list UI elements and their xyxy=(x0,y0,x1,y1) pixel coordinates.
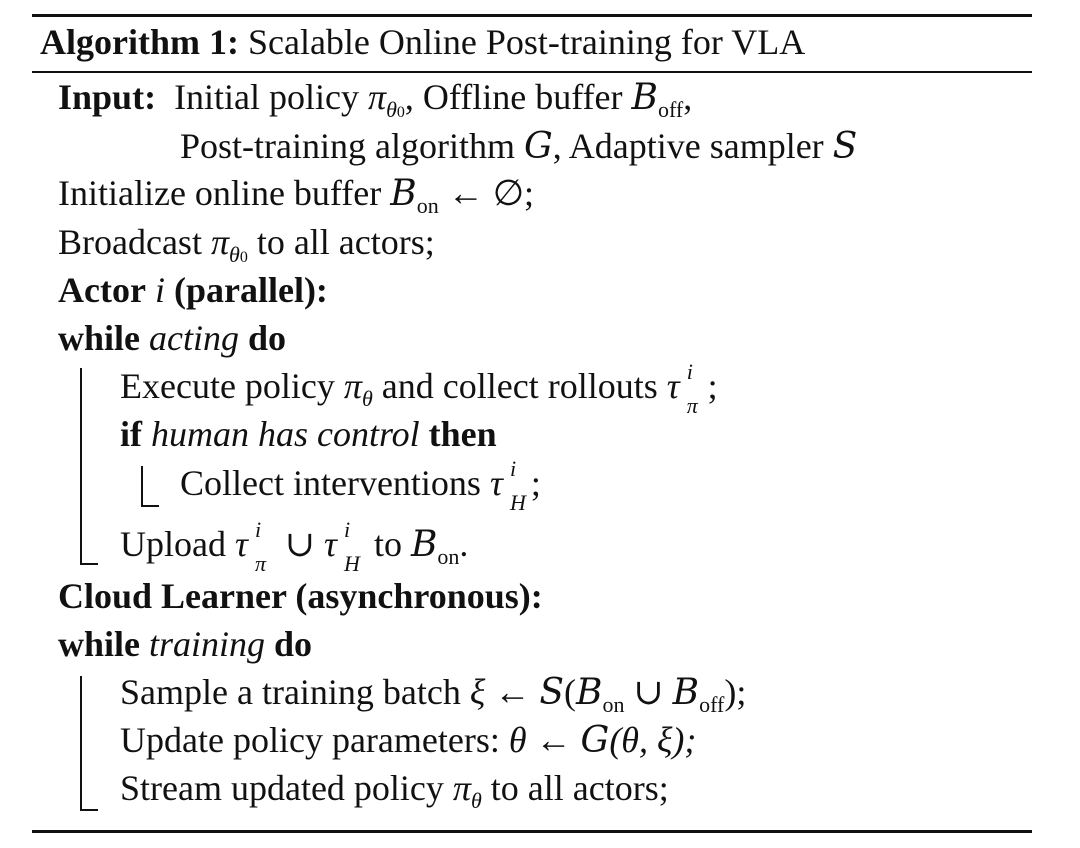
on-subscript: on xyxy=(437,544,460,570)
input-line-1 xyxy=(58,75,693,123)
buffer-symbol: B xyxy=(410,524,438,565)
period: . xyxy=(459,524,469,564)
off-subscript: off xyxy=(657,97,684,123)
tau-superscript: i xyxy=(509,456,517,481)
actor-label: Actor xyxy=(58,270,146,310)
execute-line xyxy=(120,359,718,418)
tau-superscript: i xyxy=(344,517,351,542)
buffer-symbol: B xyxy=(390,173,417,214)
while-keyword: while xyxy=(58,624,141,664)
algorithm-number: Algorithm 1: xyxy=(40,22,239,62)
actor-index: i xyxy=(154,270,165,310)
if-condition: human has control xyxy=(151,414,420,454)
semicolon: ; xyxy=(707,366,718,406)
if-line xyxy=(120,412,497,456)
tau-pi xyxy=(234,517,267,576)
upload-to: to xyxy=(373,524,402,564)
if-block-bar xyxy=(141,466,143,506)
theta-subscript: θ xyxy=(470,788,482,814)
pi-symbol: π xyxy=(343,366,362,406)
initialize-text: Initialize online buffer xyxy=(58,173,382,213)
zero-subscript: 0 xyxy=(396,104,405,122)
tau-subscript: H xyxy=(344,551,360,576)
broadcast-text: Broadcast xyxy=(58,222,202,262)
upload-text: Upload xyxy=(120,524,226,564)
theta-subscript: θ xyxy=(361,386,373,412)
actor-heading xyxy=(58,268,328,312)
stream-text: Stream updated policy xyxy=(120,768,444,808)
input-sampler-text: , Adaptive sampler xyxy=(552,126,824,166)
collect-text: Collect interventions xyxy=(180,463,481,503)
on-subscript: on xyxy=(416,193,439,219)
cloud-learner-label: Cloud Learner (asynchronous): xyxy=(58,576,543,616)
title-rule xyxy=(32,71,1032,73)
top-rule xyxy=(32,14,1032,17)
do-keyword: do xyxy=(248,318,287,358)
off-subscript: off xyxy=(699,692,725,718)
theta-symbol: θ xyxy=(508,720,527,760)
acting-condition: acting xyxy=(149,318,239,358)
open-paren: ( xyxy=(564,672,576,712)
union-symbol: ∪ xyxy=(633,672,664,712)
broadcast-line xyxy=(58,220,435,268)
tau-subscript: π xyxy=(254,551,267,576)
comma: , xyxy=(683,77,693,117)
input-line-2 xyxy=(180,124,857,169)
algorithm-name: Scalable Online Post-training for VLA xyxy=(247,22,806,62)
if-keyword: if xyxy=(120,414,142,454)
while-acting-line xyxy=(58,316,286,360)
close-paren: ); xyxy=(724,672,747,712)
buffer-symbol: B xyxy=(576,672,603,713)
acting-block-bar xyxy=(80,368,82,564)
tau-h xyxy=(324,517,360,576)
if-block-foot xyxy=(141,505,159,507)
semicolon: ; xyxy=(530,463,541,503)
sample-line xyxy=(120,670,747,718)
execute-tail: and collect rollouts xyxy=(381,366,658,406)
input-offline-buffer-text: , Offline buffer xyxy=(404,77,623,117)
initialize-line xyxy=(58,171,535,219)
do-keyword: do xyxy=(274,624,313,664)
zero-subscript: 0 xyxy=(239,249,248,267)
tau-superscript: i xyxy=(686,359,693,384)
assign-arrow: ← xyxy=(535,720,572,760)
initialize-assign: ← ∅; xyxy=(447,173,535,213)
tau-superscript: i xyxy=(254,517,262,542)
tau-subscript: π xyxy=(686,393,698,418)
tau-symbol: τ xyxy=(489,463,503,503)
buffer-symbol: B xyxy=(672,672,700,713)
bottom-rule xyxy=(32,830,1032,833)
tau-h xyxy=(489,456,526,515)
update-line xyxy=(120,718,696,763)
pi-symbol: π xyxy=(368,77,387,117)
stream-tail: to all actors; xyxy=(490,768,669,808)
assign-arrow: ← xyxy=(494,672,531,712)
stream-line xyxy=(120,766,669,814)
broadcast-tail: to all actors; xyxy=(256,222,435,262)
tau-symbol: τ xyxy=(324,524,337,564)
upload-line xyxy=(120,517,469,576)
input-algorithm-text: Post-training algorithm xyxy=(180,126,515,166)
algorithm-symbol: G xyxy=(580,720,610,761)
union-symbol: ∪ xyxy=(284,524,316,564)
input-label: Input: xyxy=(58,77,157,117)
input-initial-policy-text: Initial policy xyxy=(174,77,360,117)
tau-symbol: τ xyxy=(234,524,248,564)
theta-symbol: θ xyxy=(386,97,397,123)
tau-pi xyxy=(666,359,698,418)
theta-symbol: θ xyxy=(229,242,240,268)
then-keyword: then xyxy=(428,414,497,454)
while-training-line xyxy=(58,622,312,666)
update-text: Update policy parameters: xyxy=(120,720,500,760)
training-block-bar xyxy=(80,676,82,810)
sampler-symbol: S xyxy=(539,672,564,713)
while-keyword: while xyxy=(58,318,141,358)
execute-text: Execute policy xyxy=(120,366,335,406)
collect-line xyxy=(180,456,541,515)
on-subscript: on xyxy=(602,692,625,718)
acting-block-foot xyxy=(80,563,98,565)
algorithm-title xyxy=(40,20,805,64)
tau-subscript: H xyxy=(509,490,526,515)
training-condition: training xyxy=(149,624,266,664)
pi-symbol: π xyxy=(210,222,229,262)
sample-text: Sample a training batch xyxy=(120,672,461,712)
sampler-symbol: S xyxy=(832,126,858,167)
buffer-symbol: B xyxy=(631,77,658,118)
pi-symbol: π xyxy=(452,768,471,808)
update-args: (θ, ξ); xyxy=(609,720,697,760)
cloud-learner-heading xyxy=(58,574,543,618)
xi-symbol: ξ xyxy=(469,672,486,712)
actor-parallel: (parallel): xyxy=(173,270,328,310)
algorithm-symbol: G xyxy=(523,126,553,167)
training-block-foot xyxy=(80,809,98,811)
tau-symbol: τ xyxy=(666,366,680,406)
